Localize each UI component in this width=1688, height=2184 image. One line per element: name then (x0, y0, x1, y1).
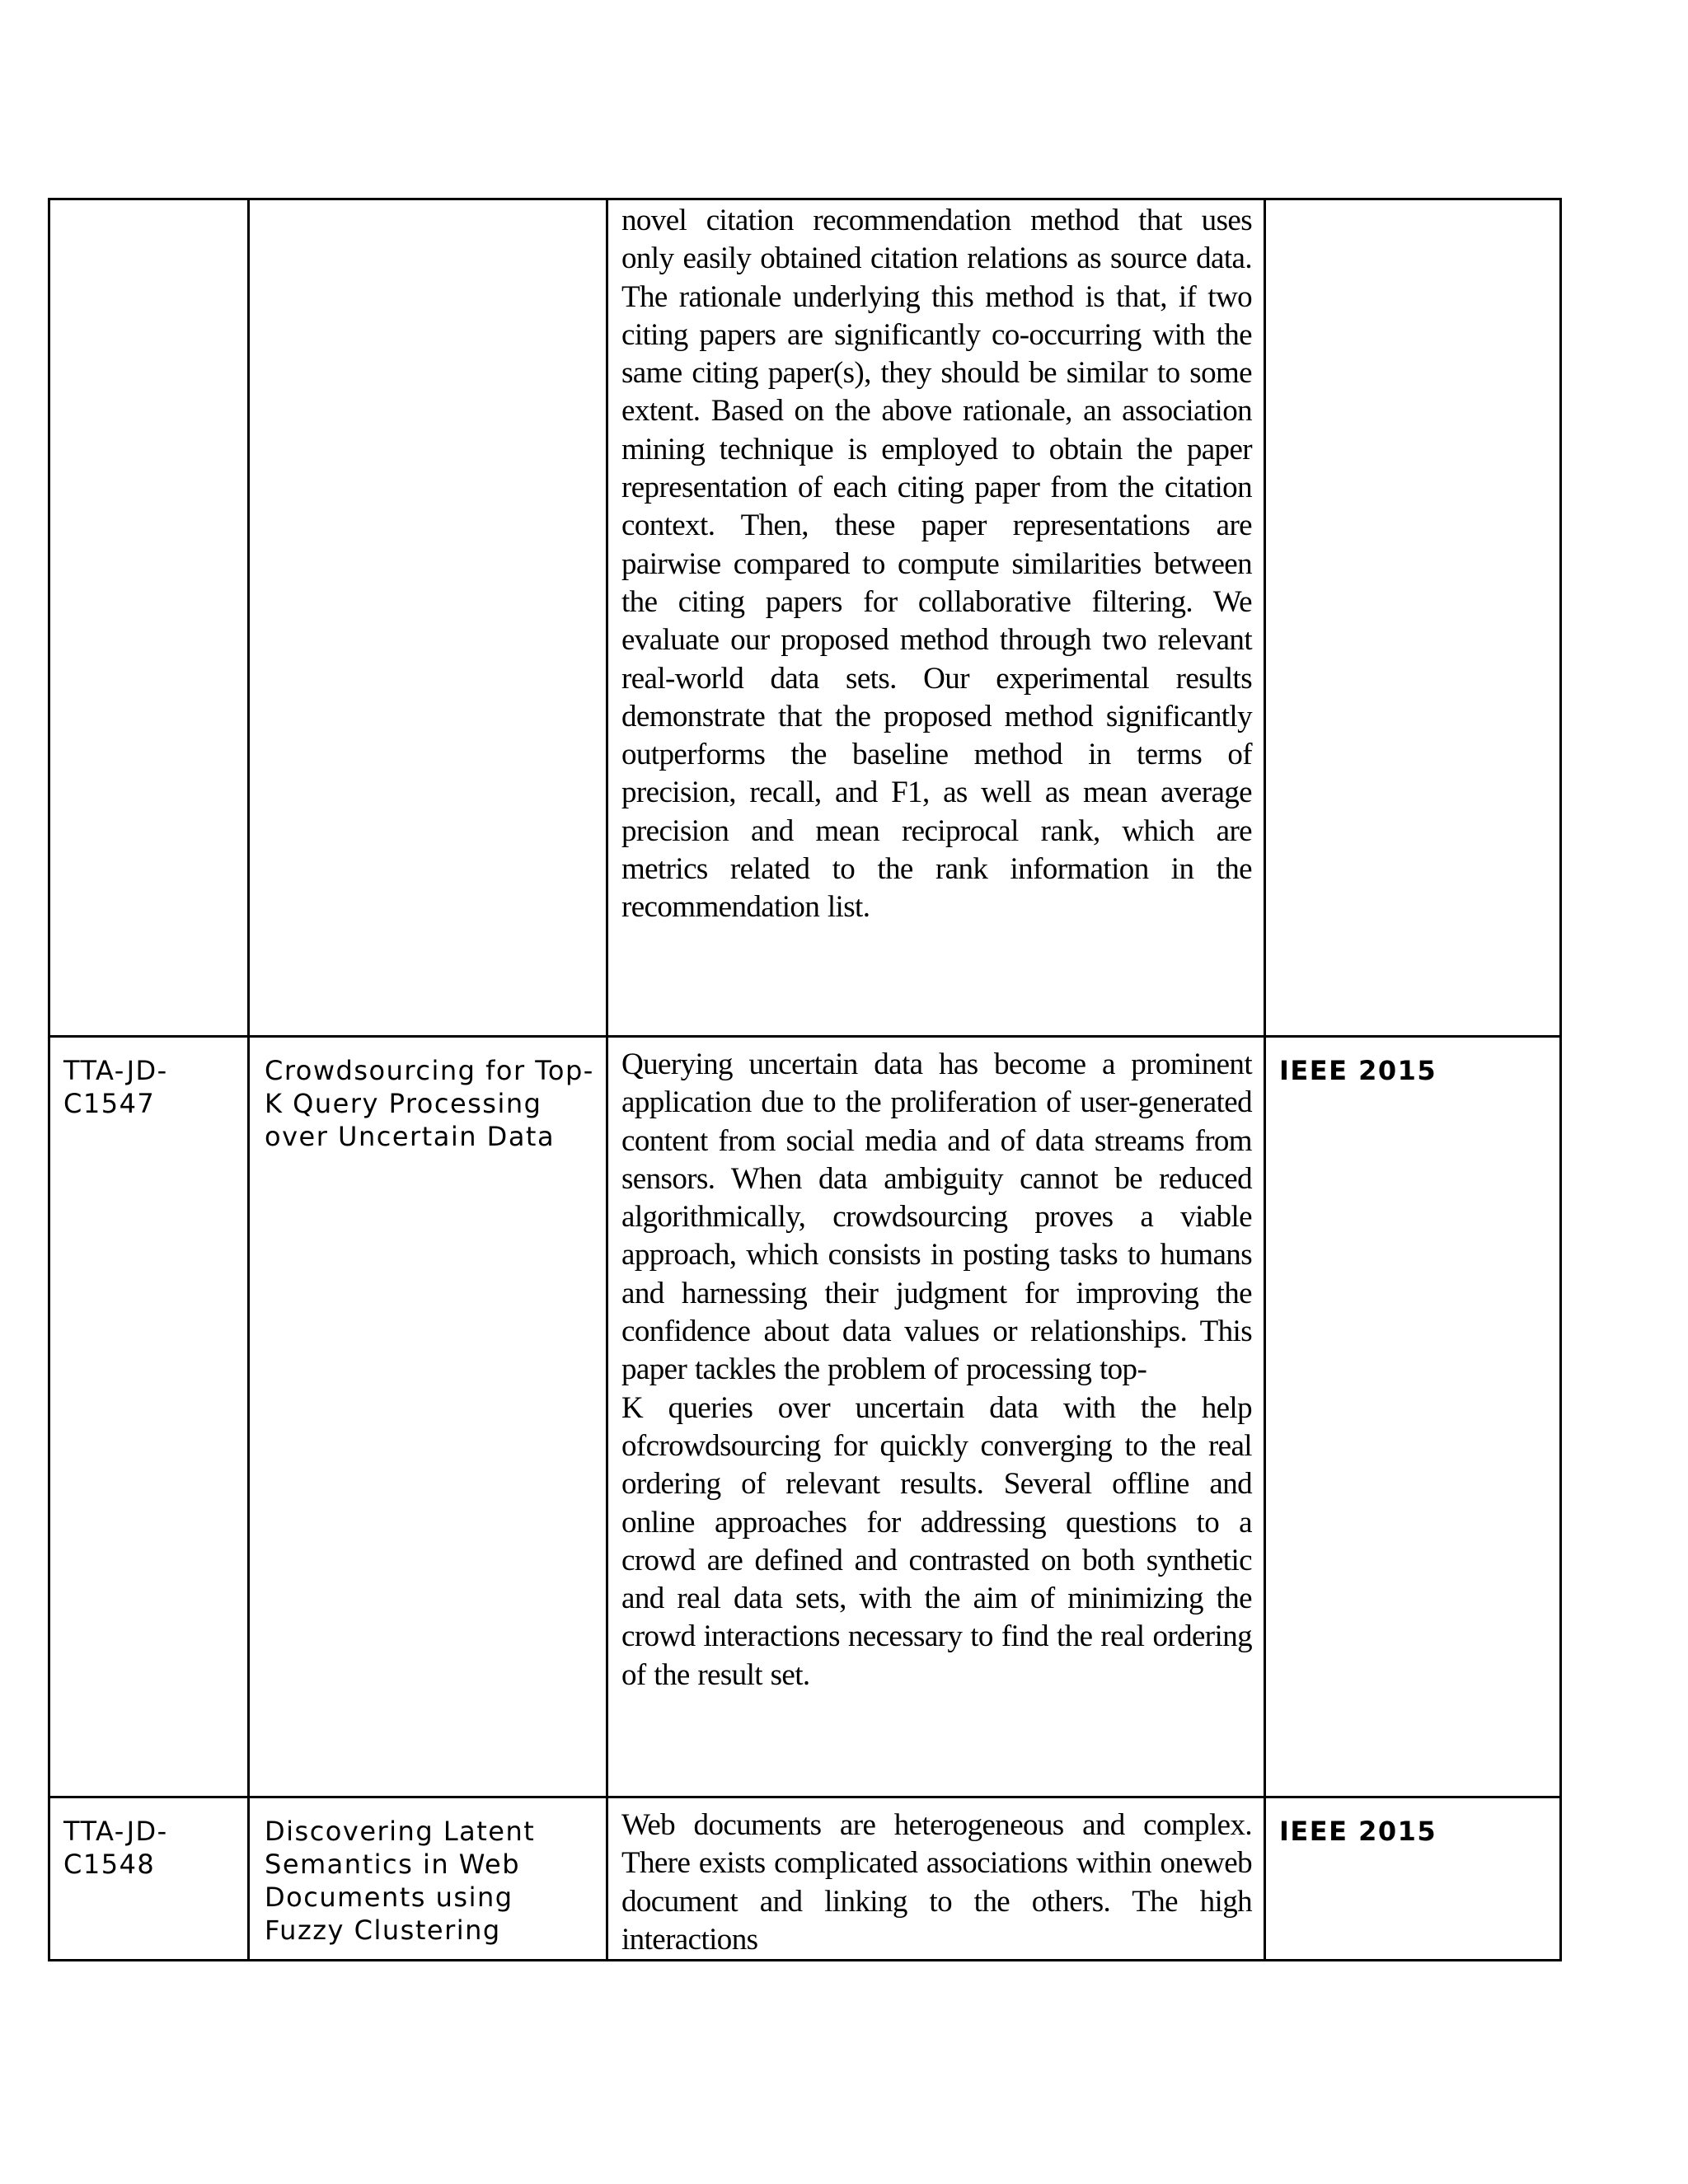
table-row (49, 1797, 1561, 1961)
publication-year: IEEE 2015 (1279, 1816, 1437, 1847)
project-title-cell (249, 1797, 607, 1961)
project-title: Discovering Latent Semantics in Web Documents using Fuzzy Clustering (265, 1816, 536, 1946)
publication-year: IEEE 2015 (1279, 1055, 1437, 1086)
year-cell (1265, 1797, 1561, 1961)
abstract-text (608, 1038, 1264, 1694)
project-code (50, 200, 247, 217)
project-code: TTA-JD-C1548 (63, 1816, 168, 1880)
project-code-cell (49, 1797, 249, 1961)
project-code-cell (49, 199, 249, 1037)
abstract-cell (607, 1797, 1265, 1961)
project-title-cell (249, 199, 607, 1037)
abstract-paragraph: Querying uncertain data has become a prominent application due to the proliferation of user-generated content from social media and of data streams from sensors. When data ambiguity cannot be reduced algorithmically, crowdsourcing proves a viable approach, which consists in posting tasks to humans and harnessing their judgment for improving the confidence about data values or relationships. This paper tackles the problem of processing top- (621, 1047, 1252, 1387)
table-row (49, 1037, 1561, 1797)
abstract-text: novel citation recommendation method that uses only easily obtained citation relations as source data. The rationale underlying this method is that, if two citing papers are significantly co-occurring with the same citing paper(s), they should be similar to some extent. Based on the above rationale, an association mining technique is employed to obtain the paper representation of each citing paper from the citation context. Then, these paper representations are pairwise compared to compute similarities between the citing papers for collaborative filtering. We evaluate our proposed method through two relevant real-world data sets. Our experimental results demonstrate that the proposed method significantly outperforms the baseline method in terms of precision, recall, and F1, as well as mean average precision and mean reciprocal rank, which are metrics related to the rank information in the recommendation list. (621, 204, 1252, 925)
project-title-cell (249, 1037, 607, 1797)
table-row (49, 199, 1561, 1037)
abstract-cell (607, 1037, 1265, 1797)
abstract-cell (607, 199, 1265, 1037)
project-title (250, 200, 606, 217)
project-code: TTA-JD-C1547 (63, 1055, 168, 1119)
abstract-paragraph: K queries over uncertain data with the help ofcrowdsourcing for quickly converging to the real ordering of relevant results. Several offline and online approaches for addressing questions to a crowd are defined and contrasted on both synthetic and real data sets, with the aim of minimizing the crowd interactions necessary to find the real ordering of the result set. (621, 1390, 1252, 1692)
abstract-text: Web documents are heterogeneous and complex. There exists complicated associations within oneweb document and linking to the others. The high interactions (621, 1808, 1252, 1957)
project-table (48, 198, 1562, 1961)
project-code-cell (49, 1037, 249, 1797)
year-cell (1265, 1037, 1561, 1797)
publication-year (1266, 200, 1559, 217)
project-title: Crowdsourcing for Top-K Query Processing over Uncertain Data (265, 1055, 594, 1152)
year-cell (1265, 199, 1561, 1037)
